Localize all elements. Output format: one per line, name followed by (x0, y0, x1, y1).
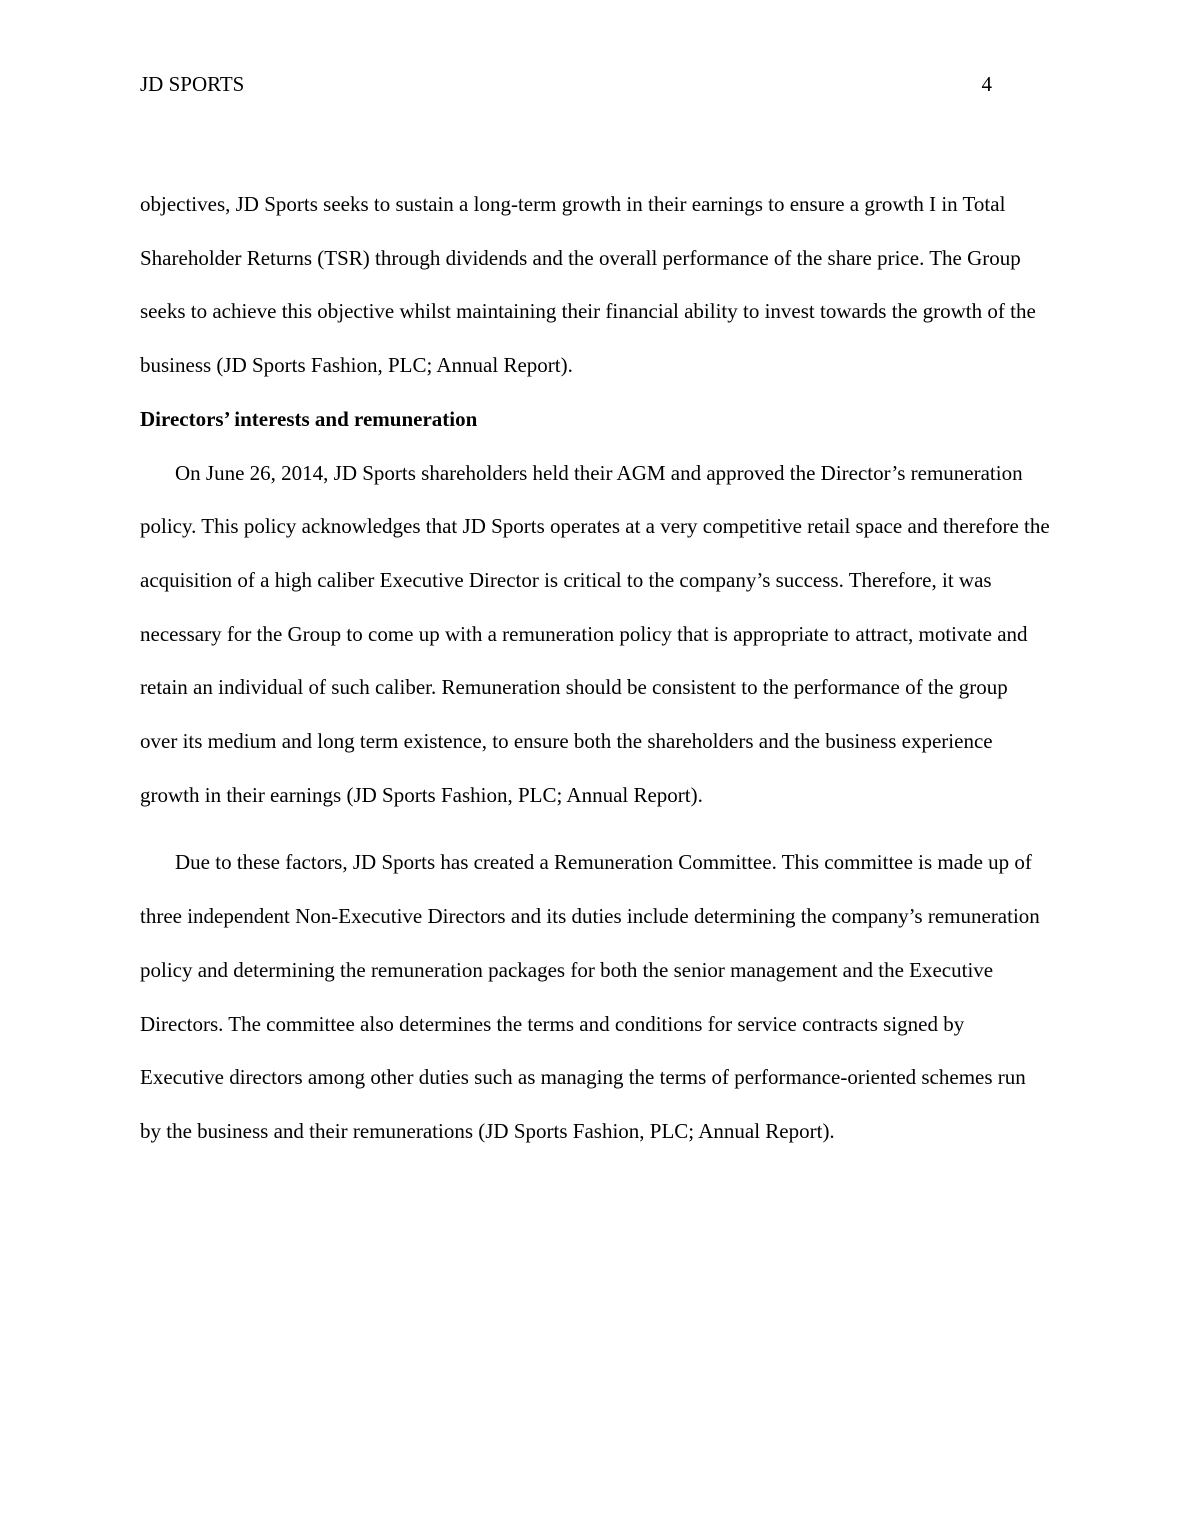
paragraph-committee: Due to these factors, JD Sports has created a Remuneration Committee. This committee is made up of three independent Non-Executive Directors and its duties include determining the company’s remuneration policy and determining the remuneration packages for both the senior management and the Executive Directors. The committee also determines the terms and conditions for service contracts signed by Executive directors among other duties such as managing the terms of performance-oriented schemes run by the business and their remunerations (JD Sports Fashion, PLC; Annual Report). (140, 850, 1040, 1143)
paragraph-agm: On June 26, 2014, JD Sports shareholders held their AGM and approved the Director’s remuneration policy. This policy acknowledges that JD Sports operates at a very competitive retail space and therefore the acquisition of a high caliber Executive Director is critical to the company’s success. Therefore, it was necessary for the Group to come up with a remuneration policy that is appropriate to attract, motivate and retain an individual of such caliber. Remuneration should be consistent to the performance of the group over its medium and long term existence, to ensure both the shareholders and the business experience growth in their earnings (JD Sports Fashion, PLC; Annual Report). (140, 460, 1050, 807)
page-number: 4 (981, 72, 992, 96)
document-body (140, 178, 1050, 1159)
continuation-paragraph: objectives, JD Sports seeks to sustain a long-term growth in their earnings to ensure a growth I in Total Shareholder Returns (TSR) through dividends and the overall performance of the share price. The Group seeks to achieve this objective whilst maintaining their financial ability to invest towards the growth of the business (JD Sports Fashion, PLC; Annual Report). (140, 192, 1036, 378)
page-header (140, 70, 992, 100)
running-head: JD SPORTS (140, 72, 245, 96)
section-heading: Directors’ interests and remuneration (140, 406, 478, 431)
